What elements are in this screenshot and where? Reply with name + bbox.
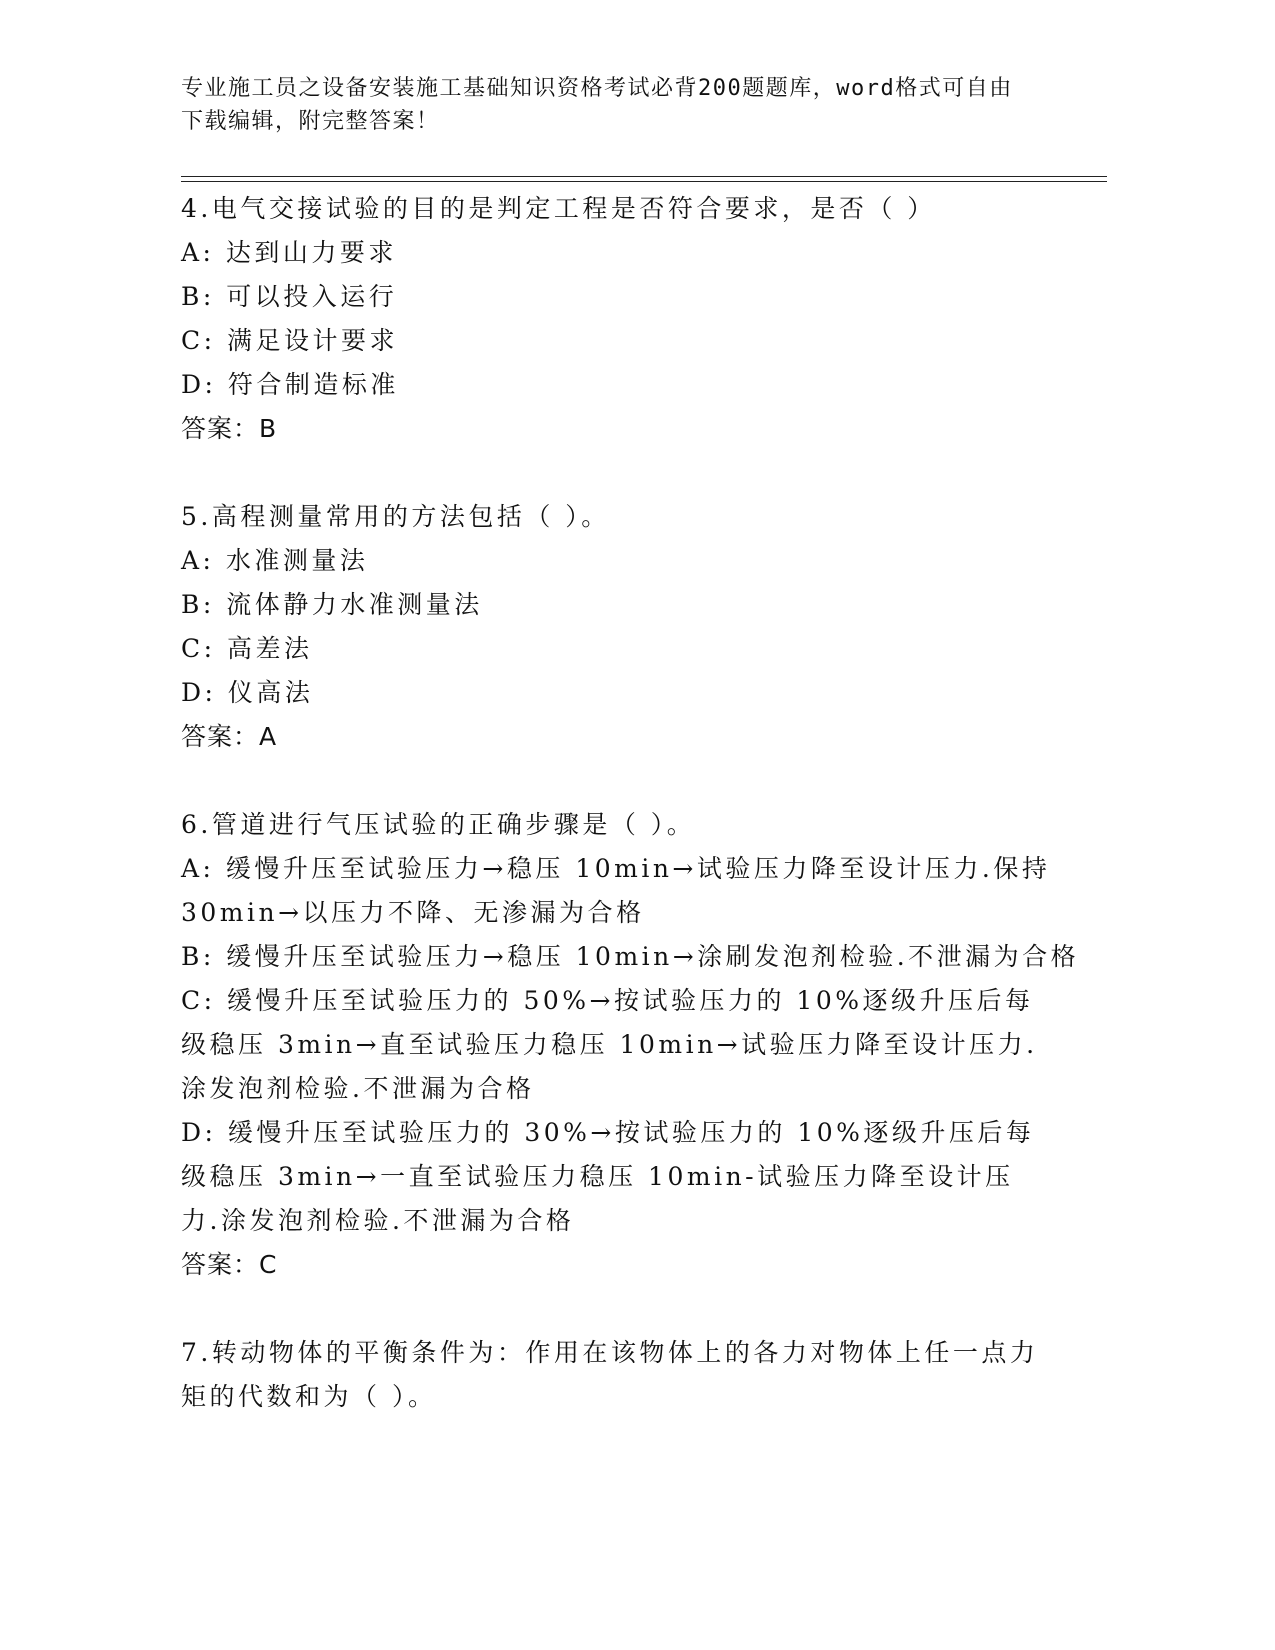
header-line-1: 专业施工员之设备安装施工基础知识资格考试必背200题题库，word格式可自由 — [181, 76, 1013, 101]
option-b: B: 缓慢升压至试验压力→稳压 10min→涂刷发泡剂检验.不泄漏为合格 — [181, 942, 1080, 971]
question-stem: 4.电气交接试验的目的是判定工程是否符合要求，是否（ ） — [181, 194, 936, 223]
answer-label: 答案：A — [181, 722, 278, 751]
option-c: C: 高差法 — [181, 634, 313, 663]
question-4 — [181, 187, 1081, 451]
question-stem: 7.转动物体的平衡条件为：作用在该物体上的各力对物体上任一点力矩的代数和为（ ）。 — [181, 1338, 1039, 1411]
question-list — [181, 187, 1081, 1463]
question-stem: 6.管道进行气压试验的正确步骤是（ ）。 — [181, 810, 696, 839]
option-d: D: 符合制造标准 — [181, 370, 399, 399]
option-c: C: 满足设计要求 — [181, 326, 398, 355]
document-header — [181, 72, 1061, 138]
header-line-2: 下载编辑，附完整答案！ — [181, 109, 440, 134]
question-6 — [181, 803, 1081, 1287]
option-a: A: 达到山力要求 — [181, 238, 397, 267]
option-d: D: 仪高法 — [181, 678, 314, 707]
header-rule-top — [181, 176, 1107, 177]
option-d: D: 缓慢升压至试验压力的 30%→按试验压力的 10%逐级升压后每级稳压 3min→一直至试验压力稳压 10min-试验压力降至设计压力.涂发泡剂检验.不泄漏为合格 — [181, 1118, 1035, 1235]
question-5 — [181, 495, 1081, 759]
question-7 — [181, 1331, 1081, 1419]
answer-label: 答案：B — [181, 414, 278, 443]
option-b: B: 流体静力水准测量法 — [181, 590, 483, 619]
question-stem: 5.高程测量常用的方法包括（ ）。 — [181, 502, 610, 531]
answer-label: 答案：C — [181, 1250, 278, 1279]
option-a: A: 缓慢升压至试验压力→稳压 10min→试验压力降至设计压力.保持30min→以压力不降、无渗漏为合格 — [181, 854, 1051, 927]
option-a: A: 水准测量法 — [181, 546, 369, 575]
option-b: B: 可以投入运行 — [181, 282, 398, 311]
option-c: C: 缓慢升压至试验压力的 50%→按试验压力的 10%逐级升压后每级稳压 3min→直至试验压力稳压 10min→试验压力降至设计压力.涂发泡剂检验.不泄漏为合格 — [181, 986, 1038, 1103]
header-rule-bottom — [181, 181, 1107, 182]
